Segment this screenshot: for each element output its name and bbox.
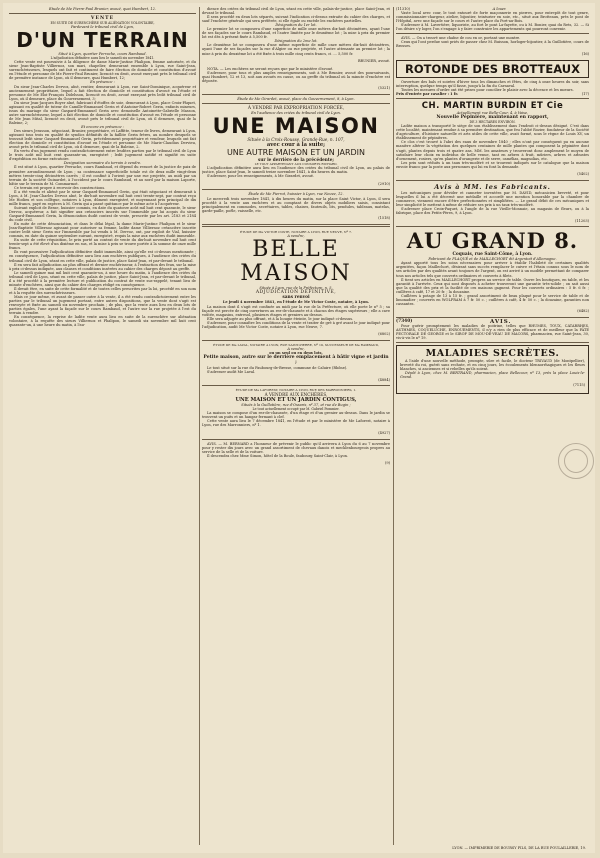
paragraph: Toutes les mesures d'ordre ont été prises pour concilier le plaisir avec la décence et les mœurs. [401,87,574,92]
divider [202,94,390,95]
price-row [396,92,589,96]
paragraph: Ce terrain est propre à recevoir des constructions. [14,185,106,190]
ref-number: (1518) [378,216,390,221]
divider [9,13,196,14]
column-2 [202,7,390,847]
renseignements: S'adresser, pour tous et plus amples renseignements, soit à Me Brunier, avoué des poursuivants, quai Humbert, 12 et 13, soit aux avoués en cause, ou au greffe du tribunal où la minute d'enchère est déposée. [202,70,390,83]
ref-number: (5321) [378,86,390,91]
adjudication-date: L'adjudication définitive aura lieu le samedi six novembre 1841. [50,56,155,61]
sale-heading: A VENDRE AUX ENCHÈRES, [264,392,328,398]
paragraph: Il a été vendu et aliéné par le sieur Gaspard-Emmanuel Gerin, qui était négociant et demeurait à Lyon, à M. Jean-Charles Dervoz aîné, le dix-huit novembre mil huit cent trente-sept, par contrat reçu Me Hodieu et son collègue, notaires à Lyon, dûment enregistré, et moyennant prix principal de dix mille francs, payé en espèces à M. Gerin qui a passé quittance par le même acte à l'acquéreur. [9,189,196,206]
hectares-line: DE 3 HECTARES ENVIRON. [469,120,516,125]
ref-number: (7340) [396,319,413,325]
terrain-body [9,60,196,327]
avis-heading: AVIS. [489,319,512,326]
paragraph: Le samedi quinze mai mil huit cent quarante-un, à une heure du matin, à l'audience des criées du tribunal civil de Lyon, séant en cette ville, palais de justice, place Saint-Jean, et par-devant le tribunal, il a été procédé à la première lecture et publication du contrat de vente sus-rappelé, tenant lieu de minute d'enchères, ainsi que du cahier des charges rédigé en conséquence. [9,270,196,287]
ref-number: (4927) [378,431,390,435]
paragraph: En présence : [90,80,115,85]
paragraph: Cette vente est poursuivie à la diligence de dame Marie-Justine Phalipon, femme autorisée, et du sieur Jean-Baptiste Villiernoz, son mari, chapelier, demeurant ensemble à Lyon, rue Saint-Jean, surenchérisseurs, lesquels ont fait et continuent de faire élection de domicile et constitution d'avoué en l'étude et personne de Me Pierre-Paul Brunier, licencié en droit, avoué exerçant près le tribunal civil de première instance de Lyon, où il demeure, quai Humbert, 12; [9,60,196,81]
maison-title: UNE MAISON [212,114,380,139]
avec-cour: avec cour à la suite; [266,142,326,149]
burdin-address: Actuellement rue Belle-Cour, 4, à Vaise, [456,110,529,115]
maladies-title: MALADIES SECRÈTES. [425,348,560,360]
sans-renvoi: sans renvoi [282,295,310,301]
column-1 [9,7,196,847]
paragraph: S'adresser à M. Lavertière, liquoriste, au fort le pont La-fayette, ou à M. Bonier, quai du Rets, 32. — Si l'on désire s'y loger, l'on s'engage à y faire construire les appartements qui pourront convenir. [396,23,589,32]
paragraph: S'adresser audit Me Laval. [207,369,256,374]
rotonde-box [396,60,589,78]
divider [202,385,390,386]
paragraph: AVIS. — M. BERNARD a l'honneur de prévenir le public qu'il arrivera à Lyon du 6 au 7 novembre pour y rester dix jours avec un grand assortiment de chevaux danois et mecklenbourgeois propres au service de la selle et de la voiture. [202,441,390,454]
paragraph: Cuillères à potage de 13 à 15 fr. ; grand assortiment de beau plaqué pour le service de table et de limonadier ; couverts en WOLFRAM à 7 fr. 50 c. ; cuillères à café, 4 fr. 50 c. ; la douzaine, garanties non cassantes. [396,293,589,306]
divider [202,340,390,341]
paragraph: Mais ce jour même, et avant de passer outre à la vente, il a été rendu contradictoirement entre les parties par le tribunal un jugement portant, entre autres dispositions, que la vente dont s'agit est renvoyée et fixée au samedi six novembre prochain ; de plus, que la vente aura lieu en deux lots de parties égales, l'une ayant la façade sur le cours Rambaud, et l'autre sur la rue projetée à l'est du terrain à vendre. [9,294,196,316]
paragraph: Elle sera adjugée au plus offrant, et à la bougie éteinte, le jour indiqué ci-dessus. [207,316,354,321]
maison-address: Située à la Croix-Rousse, Grande-Rue, n. 107, [247,137,345,143]
ref-number: (9) [384,461,390,466]
paragraph: La maison dont il s'agit est confinée au midi par la rue de la Préfecture, où elle porte le nº 5 ; sa façade est percée de cinq ouvertures au rez-de-chaussée et à chacun des étages supérieurs ; elle a cave voûtée, magasins, entresol, plusieurs étages et greniers au-dessus. [202,304,390,317]
ref-number: (17) [581,91,589,96]
owners-line: LE TOUT APPARTENANT AUX CONSORTS RICHARD. [254,162,338,167]
paragraph: Le tout situé sur la rue du Faubourg-de-Bresse, commune de Caluire (Rhône). [207,365,348,370]
adjudication-heading: ADJUDICATION DÉFINITIVE, [255,289,337,295]
ref-number: (7115) [573,383,585,388]
paragraph: Des sieurs Jerasson, négociant, Brunier, propriétaire, et Laffitte, teneur de livres, demeurant à Lyon, agissant tous trois en qualité de syndics définitifs de la faillite Gerin frères, au nombre desquels se trouvait ledit sieur Gaspard-Emmanuel Gerin, précédemment propriétaire et vendeur, lesquels ont fait élection de domicile et constitution d'avoué en l'étude et personne de Me Marie-Claudius Dervieu, avoué près le tribunal civil de Lyon, où il demeure, quai de la Baleine, 2. [9,129,196,150]
signature: BRUNIER, avoué. [357,59,390,64]
petite-maison: Petite maison, autre sur le derrière emplacement à bâtir vigne et jardin ; [203,355,389,366]
sale-date: Le jeudi 4 novembre 1841, en l'étude de Me Victor Coste, notaire, à Lyon. [222,300,370,305]
occupant-line: Le tout actuellement occupé par M. Gabriel Pommier. [252,407,340,412]
paragraph: Il est situé à Lyon, quartier Perrache, cours Rambaud, et dépend du ressort de la justice de paix de première arrondissement de Lyon ; sa contenance superficielle totale est de deux mille vingt-deux mètres trente-cinq décimètres carrés ; il est confiné à l'orient par une rue projetée, au midi par un terrain de la société Guinardet, à l'occident par le cours Rambaud, et au nord par la maison Laporte, bâtie sur le terrain de M. Commarmot. [9,165,196,186]
ref-number: (6482) [577,309,589,314]
paragraph: En suite de cette dénonciation, et dans le délai légal, la dame Marie-Justine Phalipon et le sieur Jean-Baptiste Villiernoz agissant pour autoriser sa femme, ladite dame Villiernoz créancière inscrite contre ledit sieur Gerin sur l'immeuble par lui vendu à M. Dervoz, ont, par exploit de Vial, huissier commis, en date du quinze septembre suivant, enregistré, requis la mise aux enchères dudit immeuble. [9,222,196,239]
ref-number: (6802) [378,332,390,337]
etude-header: ÉTUDE DE Me LAVAL, NOTAIRE A LYON, RUE SAINT-PIERRE, Nº 19, SUCCESSEUR DE Me RAMBAUD, [213,342,379,347]
paragraph: Ouverture des bals et soirées d'hiver tous les dimanches et fêtes, de cinq à onze heures du soir, sans interruption, quelque temps qu'il fasse, jusqu'à la fin du Carnaval. [396,79,589,88]
grand8-title: AU GRAND 8. [406,228,579,254]
sale-heading: A vendre, [287,346,305,351]
sale-heading: A vendre, [287,233,305,238]
ref-number: (11310) [396,7,411,11]
divider [396,317,589,318]
ref-number: (16) [581,51,589,56]
paragraph: Il en sera fait adjudication au plus offrant et dernier enchérisseur, à l'extinction des feux, sur la mise à prix ci-dessus indiquée, aux clauses et conditions insérées au cahier des charges déposé au greffe. [9,262,196,271]
maladies-box [396,345,589,393]
paragraph: Cette vente aura lieu le 7 décembre 1841, en l'étude et par le ministère de Me Laforest, notaire à Lyon, rue des Marronniers, nº 1. [202,419,390,428]
paragraph: Vaste local avec cour, le tout entouré de forte maçonnerie en pierres, pour entrepôt de tout genre, commissionnaire-chargeur, atelier, bijoutier, teinturier en soie, etc., situé aux Brotteaux, près le pont de l'Hôpital, avec une façade sur le cours et l'autre place du Port-au-Bois. [396,11,589,24]
paragraph: Suivant exploit de Besse, huissier commis, en date du quatorze août mil huit cent quarante, le sieur Dervoz, acquéreur, a fait signifier aux créanciers inscrits sur l'immeuble par lui acquis du sieur Gaspard-Emmanuel Gerin, la dénonciation dudit contrat de vente, prescrite par les art. 2183 et 2184 du code civil. [9,205,196,223]
etude-header: ÉTUDE DE Me LAFOREST, NOTAIRE A LYON, RUE DES MARRONNIERS, 1. [235,388,357,393]
lot-note: ou un seul ou en deux lots, [269,351,323,356]
paragraph: Ils vont poursuivre l'adjudication définitive dudit immeuble, ainsi qu'elle est ci-dessus mentionnée ; en conséquence, l'adjudication définitive aura lieu aux enchères publiques, à l'audience des criées du tribunal civil de Lyon, séant en cette ville, palais de justice, place Saint-Jean, et par-devant le tribunal. [9,250,196,263]
paragraph: A l'aide d'une nouvelle méthode, prompte, sûre et facile, le docteur TRIVAUD (de Montpellier), breveté du roi, guérit sans rechute, et en cinq jours, les écoulements blennorrhagiques et les fleurs blanches, si anciennes et si rebelles qu'ils soient. [400,359,585,372]
divider [202,103,390,104]
terrain-location: Situé à Lyon, quartier Perrache, cours Rambaud. [58,52,147,57]
coquais-line: Coquais, rue Saint-Côme, à Lyon. [452,252,533,258]
rotonde-title: ROTONDE DES BROTTEAUX [405,61,580,76]
divider [396,180,589,181]
paragraph: L'adjudication définitive aura lieu en l'audience des criées du tribunal civil de Lyon, au palais de justice, place Saint-Jean, le samedi treize novembre 1841, à dix heures du matin. [202,166,390,175]
autre-maison: UNE AUTRE MAISON ET UN JARDIN [226,148,366,158]
etude-header: ÉTUDE DE Me VICTOR COSTE, NOTAIRE A LYON, RUE NEUVE, Nº 7. [239,229,352,234]
vente-subheading: EN SUITE DE SURENCHÈRE SUR ALIÉNATION VOLONTAIRE, [50,21,155,26]
paragraph: Il tient ses articles en MAILLECHORT propres au service de table. Ouvre les boutiques, en table, et les garantit à l'arrivée. Ceux qui sont disposés à acheter trouveront une garantie très-solide ; on sait aussi que la qualité des prix et la facilité de ces maisons gagnent. Pour les couverts ordinaires : 5 fr. 6 fr. ; cuillères à café, 17 et 20 fr. ; la douzaine. [396,277,589,294]
paragraph: Ceux qui l'ont perdue sont priés de passer chez M. Buisson, horloger-bijoutier, à la Guillotière, cours de Brosses. [396,40,589,49]
paragraph: Et encore en présence : [81,124,124,129]
a-louer: A louer. [492,7,507,11]
paragraph: Il sera procédé en deux lots séparés, suivant l'indication ci-dessus extraite du cahier des charges, et sauf l'enchère générale qui sera préférée, si elle égale ou excède les enchères partielles. [202,15,390,24]
vente-heading: VENTE [90,16,115,22]
paragraph: Ladite maison a transporté le siège de son établissement dans l'endroit ci-dessus désigné. C'est dans cette localité, maintenant rendue à sa première destination, que feu l'abbé Rozier, fondateur de la Société d'agriculture, d'histoire naturelle et arts utiles de cette ville, avait formé, sous le règne de Louis XV, un établissement de pépinières. [396,124,589,141]
paragraph: Il descendra chez Mme Simon, hôtel de la Boule, faubourg Saint-Clair, à Lyon. [207,453,349,458]
paragraph: S'adresser, pour connaître les conditions de la vente et traiter de gré à gré avant le jour indiqué pour l'adjudication, audit Me Victor Coste, notaire à Lyon, rue Neuve, 7. [202,320,390,329]
lot2-text: Le deuxième lot se composera d'une même superficie de mille onze mètres dix-huit décimètres, ayant l'une de ses façades sur la rue d'Algier ou rue projetée, et l'autre attenante au premier lot ; la mise à prix du deuxième lot a été fixée à trois mille cinq cents francs, ci .... 5,500 fr. [202,43,390,56]
ref-number: (4884) [378,377,390,382]
paragraph: Les mécaniques pour dévider et canneter inventées par M. DAVID, mécanicien breveté, et pour lesquelles il lui a été décerné une médaille et accordé une mention honorable par la chambre de commerce, viennent encore d'être perfectionnées et simplifiées. — Le grand débit de ces mécaniques et leur simplicité le mettent à même de réduire ses prix à un taux très-modéré. [396,190,589,208]
paragraph: Pour guérir promptement les maladies de poitrine, telles que RHUMES, TOUX, CATARRHES, ASTHMES, COQUELUCHE, ENROUEMENTS, il n'y a rien de plus efficace et de meilleur que la PÂTE PECTORALE DE GEORGE et le SIROP DE MOU-DE-VEAU DE MACORS, pharmacien, rue Saint-Jean, 30, vis-à-vis le nº 19. [396,324,589,341]
ref-number: (2910) [378,181,390,186]
etude-header: Étude de Me Pierre-Paul Brunier, avoué, quai Humbert, 12. [49,7,156,11]
newspaper-page [3,3,595,853]
paragraph: En vertu d'un jugement rendu contradictoirement entre lesdites parties par le tribunal civil de Lyon le trois août mil huit cent quarante-un, enregistré ; ledit jugement notifié et signifié en suite d'expédition en forme exécutoire. [9,149,196,162]
paragraph: S'adresser place Croix-Paquet, à l'angle de la rue Vieille-Monnaie, au magasin de fleurs, ou à la fabrique, place des Petits-Pères, 9, à Lyon. [396,207,589,216]
terrain-title: D'UN TERRAIN [16,28,189,53]
divider [202,439,390,440]
column-3 [396,7,589,847]
audience-line: En l'audience des criées du tribunal civil de Lyon. [251,111,341,116]
printer-footer: LYON. — IMPRIMERIE DE BOURSY FILS, DE LA RUE POULAILLERIE, 19. [452,846,586,850]
etude-header: Étude de Me Pierrot, huissier à Lyon, rue Neuve, 12. [248,192,344,197]
pepiniere-heading: Nouvelle Pépinière, maintenant en rapport, [436,114,549,120]
divider [396,226,589,227]
fabricant-line: Fabricant de PLAQUÉ et de MAILLECHORT dit Argentoit d'Allemagne. [428,257,557,262]
belle-maison-address: Située à Lyon, rue de la Préfecture, n. 5. [259,285,333,290]
tribunal-line: Pardevant le tribunal civil de Lyon, [70,25,135,30]
lot1-text: Le premier lot se composera d'une superficie de mille onze mètres dix-huit décimètres, ayant l'une de ses façades sur le cours Rambaud, et l'autre limitée par le deuxième lot ; la mise à prix du premier lot est dès à présent fixée à 5,500 fr. [202,27,390,40]
divider [396,33,589,34]
fabricants-heading: Avis à MM. les Fabricants. [434,182,551,191]
divider [202,189,390,190]
depot-line: Dépôt à Lyon, chez M. BERTRAND, pharmacien, place Bellecour, nº 13, près la place Louis-le-Grand. [400,371,585,380]
paragraph: Du sieur Jean-Charles Dervoz, aîné, rentier, demeurant à Lyon, rue Saint-Dominique, acquéreur et anciennement propriétaire, lequel a fait élection de domicile et constitution d'avoué en l'étude et personne de Me Eloi-François Didelsson, licencié en droit, avoué exerçant près ledit tribunal civil de Lyon, où il demeure, place du Gouvernement, 3; [9,84,196,101]
paragraph: En suite de cette réquisition, le prix porté au contrat de vente du dix-huit novembre mil huit cent trente-sept a été élevé d'un dixième en sus, et la mise à prix se trouve portée à la somme de onze mille francs. [9,238,196,251]
ref-number: (5402) [577,172,589,177]
belle-maison-title: BELLE MAISON [240,236,352,286]
paragraph: S'adresser, pour les renseignements, à Me Girardet, avoué. [207,174,315,179]
etude-header: Étude de Me Girardet, avoué, place du Gouvernement, 8, à Lyon. [237,97,355,102]
lot1-heading: Désignation du 1er lot. [275,23,317,28]
paragraph: La maison se compose d'un rez-de-chaussée, d'un étage et d'un grenier au-dessus. Dans le jardin se trouvent un puits et un hangar fermant à clef. [202,411,390,420]
burdin-title: CH. MARTIN BURDIN ET Cie [421,100,564,111]
divider [396,342,589,343]
paragraph: AVIS. — On a trouvé une chaîne de cou en or, portant une montre. [401,36,521,41]
nota: NOTA. — Les enchères ne seront reçues que par le ministère d'avoué. [207,66,334,71]
sur-derriere: sur le derrière de la précédente; [258,157,334,163]
paragraph: En conséquence, la reprise de ladite vente aura lieu en suite de la surenchère sur aliénation volontaire, à la requête des sieurs Villiernoz et Phalipon, le samedi six novembre mil huit cent quarante-un, à une heure du matin, à l'au- [9,315,196,328]
price-entree: Prix d'entrée par cavalier : 1 fr. [396,91,459,96]
paragraph: Du sieur Jean-Jacques Boyer aîné, fabricant d'étoffes de soie, demeurant à Lyon, place Croix-Pâquet, agissant en qualité de tuteur de Camille-Emmanuel Gerin et d'Antoine-Robert Gerin, enfants mineurs, issus du mariage du sieur Gaspard-Emmanuel Gerin avec demoiselle Antoinette-Gabrielle Masson, autre surenchérisseur, lequel a fait élection de domicile et constitution d'avoué en l'étude et personne de Me Jean Mital, licencié en droit, avoué près le tribunal civil de Lyon, où il demeure, quai de la Baleine, 2; [9,100,196,125]
paragraph: dience des criées du tribunal civil de Lyon, séant en cette ville, palais-de-justice, place Saint-Jean, et devant le tribunal. [202,7,390,16]
divider [202,224,390,227]
column-rule [199,7,200,845]
paragraph: Ayant apporté tous les soins nécessaires pour arriver à établir l'habileté de certaines qualités argentées, façon Maillechort, désirant sans succès remplacer le cuivre et l'étain connus sous le nom de ses articles par des qualités avant toujours de l'argent, on est arrivé à un modèle permettant de comparer tous nos articles tels que couverts ordinaires et couverts à filets. [396,261,589,278]
paragraph: Les prix sont réduits à un taux très-modéré et se trouvent indiqués sur le catalogue que la maison envoie franco par la poste aux personnes qui lui en font la demande. [396,160,589,169]
library-stamp [558,443,594,479]
ref-number: (11203) [574,218,589,223]
maison-jardin: UNE MAISON ET UN JARDIN CONTIGUS, [235,397,357,404]
paragraph: Designation sommaire du terrain à vendre. [63,161,142,166]
divider [396,98,589,99]
lot2-heading: Désignation du 2me lot. [274,39,318,44]
paragraph: Le mercredi trois novembre 1841, à dix heures du matin, sur la place Saint Victor, à Lyon, il sera procédé à la vente aux enchères et au comptant de divers objets mobiliers saisis, consistant principalement en commodes, secrétaires, tables, chaises, fauteuils, lits, pendules, tableaux, matelas, garde-paille, poêle, vaisselle, etc. [202,196,390,213]
paragraph: Il devait être, en suite de cette formalité et de toutes celles prescrites par la loi, procédé en son nom et à la requête des surenchérisseurs. [9,286,196,295]
column-rule [393,7,394,845]
sale-heading: À VENDRE PAR EXPROPRIATION FORCÉE, [247,106,345,112]
paragraph: Ce clos c'est trouvé à l'abri des eaux de novembre 1840 ; elles n'ont par conséquent pu en aucune manière altérer la végétation des quelques centaines de mille plantes qui composent la pépinière dont s'agit, plantes depuis trois et quatre ans. MM. les amateurs y trouveront donc amplement le moyen de satisfaire leur choix en individus de belle venue, tant en arbres à fruit, mûriers, arbres et arbustes d'ornement, rosiers, qu'en plantes d'orangerie et de serre, camélias, magnolias, etc. [396,140,589,161]
location-line: Situés à la Guillotière, rue d'Ossaris, nº 37, et rue de Bugin ; [241,403,351,408]
